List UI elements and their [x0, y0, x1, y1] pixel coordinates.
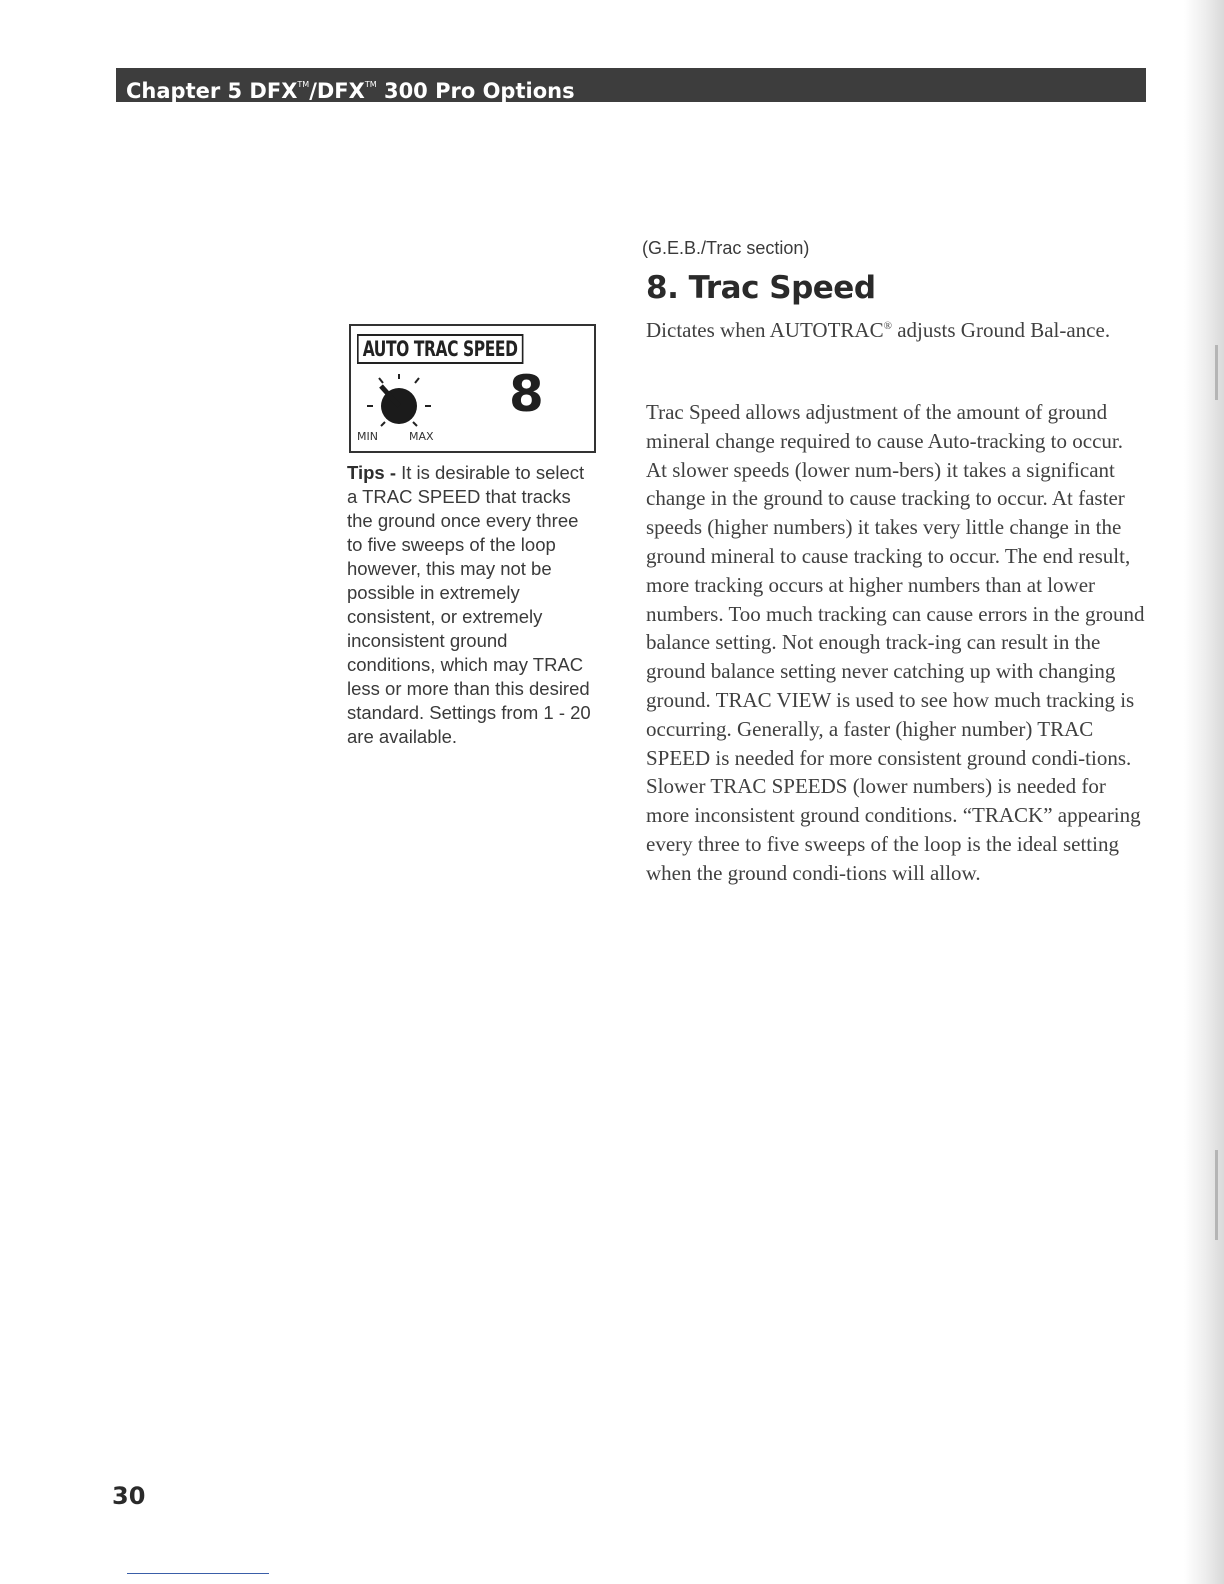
section-heading: 8. Trac Speed	[646, 270, 876, 306]
max-label: MAX	[409, 430, 434, 443]
page-number: 30	[112, 1482, 146, 1510]
tips-label: Tips -	[347, 462, 396, 483]
section-label: (G.E.B./Trac section)	[642, 238, 810, 258]
intro-text: Dictates when AUTOTRAC	[646, 318, 884, 342]
chapter-title-part: 300 Pro Options	[376, 79, 575, 103]
trademark-mark: TM	[364, 80, 377, 89]
body-paragraph: Trac Speed allows adjustment of the amount of ground mineral change required to cause Auto-tracking to occur. At slower speeds (lower num-bers) it takes a significant change in the ground to cause tracking to occur. At faster speeds (higher numbers) it takes very little change in the ground mineral to cause tracking to occur. The end result, more tracking occurs at higher numbers than at lower numbers. Too much tracking can cause errors in the ground balance setting. Not enough track-ing can result in the ground balance setting never catching up with changing ground. TRAC VIEW is used to see how much tracking is occurring. Generally, a faster (higher number) TRAC SPEED is needed for more consistent ground condi-tions. Slower TRAC SPEEDS (lower numbers) is needed for more inconsistent ground conditions. “TRACK” appearing every three to five sweeps of the loop is the ideal setting when the ground condi-tions will allow.	[646, 400, 1145, 885]
chapter-title-part: /DFX	[309, 79, 365, 103]
chapter-title	[126, 70, 575, 106]
lcd-display-illustration	[349, 324, 596, 453]
lcd-title: AUTO TRAC SPEED	[357, 334, 523, 364]
chapter-header-bar	[116, 68, 1146, 102]
edge-mark	[1215, 1150, 1218, 1240]
min-label: MIN	[357, 430, 378, 443]
intro-paragraph	[646, 312, 1146, 345]
page-edge-shadow	[1184, 0, 1224, 1584]
knob-icon	[357, 366, 447, 436]
chapter-title-part: Chapter 5 DFX	[126, 79, 298, 103]
footer-rule	[127, 1573, 269, 1574]
intro-text: adjusts Ground Bal-ance.	[891, 318, 1111, 342]
registered-mark: ®	[883, 320, 892, 332]
tips-sidebar	[347, 461, 597, 749]
lcd-value: 8	[509, 365, 544, 423]
tips-text: It is desirable to select a TRAC SPEED that tracks the ground once every three to five sweeps of the loop however, this may not be possible in extremely consistent, or extremely inconsistent ground conditions, which may TRAC less or more than this desired standard. Settings from 1 - 20 are available.	[347, 462, 591, 747]
trademark-mark: TM	[297, 80, 310, 89]
edge-mark	[1215, 345, 1218, 400]
